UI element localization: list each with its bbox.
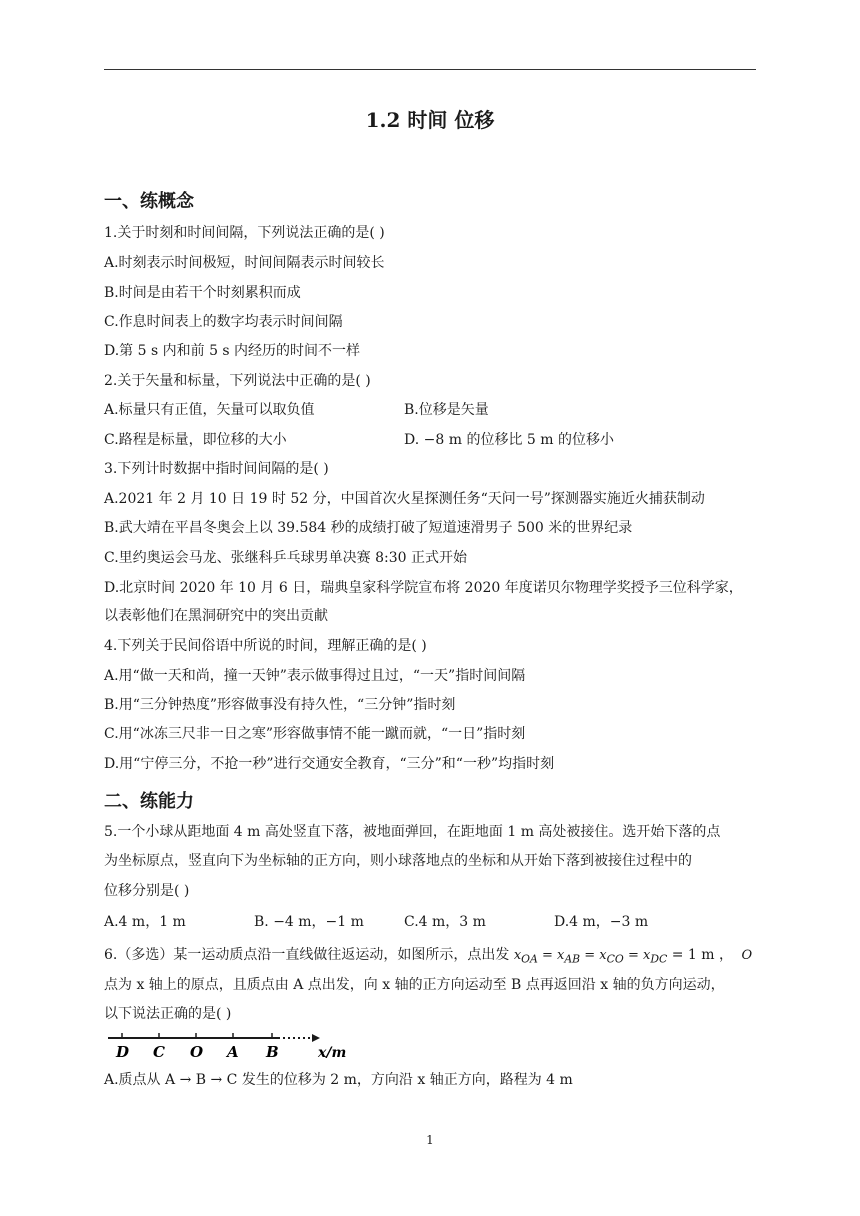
q6-formula-sub-co: CO xyxy=(606,952,624,966)
q6-formula-sub-dc: DC xyxy=(650,952,668,966)
q1-option-d: D.第 5 s 内和前 5 s 内经历的时间不一样 xyxy=(104,343,361,359)
q6-formula-end: = 1 m ， xyxy=(667,947,733,963)
q6-line2: 点为 x 轴上的原点，且质点由 A 点出发，向 x 轴的正方向运动至 B 点再返回沿 x 轴的负方向运动， xyxy=(104,977,725,993)
q4-option-d: D.用“宁停三分，不抢一秒”进行交通安全教育，“三分”和“一秒”均指时刻 xyxy=(104,756,555,772)
q2-option-b: B.位移是矢量 xyxy=(404,402,489,418)
q3-option-d-line1: D.北京时间 2020 年 10 月 6 日，瑞典皇家科学院宣布将 2020 年度诺贝尔物理学奖授予三位科学家， xyxy=(104,580,743,596)
axis-arrow-icon xyxy=(312,1034,320,1042)
q6-formula xyxy=(513,948,668,966)
q5-line1: 5.一个小球从距地面 4 m 高处竖直下落，被地面弹回，在距地面 1 m 高处被接住。选开始下落的点 xyxy=(104,824,721,840)
q6-origin-label: O xyxy=(741,948,753,963)
q5-line3: 位移分别是( ) xyxy=(104,883,190,899)
q6-line1 xyxy=(104,945,752,970)
section-heading-concepts: 一、练概念 xyxy=(104,191,194,212)
label-o: O xyxy=(190,1043,204,1061)
section-heading-ability: 二、练能力 xyxy=(104,791,194,812)
q5-line2: 为坐标原点，竖直向下为坐标轴的正方向，则小球落地点的坐标和从开始下落到被接住过程中的 xyxy=(104,853,692,869)
label-a: A xyxy=(227,1043,239,1061)
q6-line3: 以下说法正确的是( ) xyxy=(104,1006,232,1022)
number-line-figure xyxy=(104,1032,366,1062)
label-d: D xyxy=(116,1043,130,1061)
q4-option-c: C.用“冰冻三尺非一日之寒”形容做事情不能一蹴而就，“一日”指时刻 xyxy=(104,726,526,742)
q3-option-a: A.2021 年 2 月 10 日 19 时 52 分，中国首次火星探测任务“天问一号”探测器实施近火捕获制动 xyxy=(104,491,705,507)
q6-line1-text: 6.（多选）某一运动质点沿一直线做往返运动，如图所示，点出发 xyxy=(104,947,510,963)
axis-label: x/m xyxy=(318,1045,347,1061)
q2-option-c: C.路程是标量，即位移的大小 xyxy=(104,432,287,448)
q3-option-d-line2: 以表彰他们在黑洞研究中的突出贡献 xyxy=(104,608,328,624)
header-rule xyxy=(104,69,756,70)
q6-formula-eq3: = x xyxy=(623,948,651,963)
label-b: B xyxy=(266,1043,279,1061)
q6-formula-sub-oa: OA xyxy=(521,952,538,966)
page-number: 1 xyxy=(426,1133,434,1147)
q3-stem: 3.下列计时数据中指时间间隔的是( ) xyxy=(104,461,329,477)
q2-option-a: A.标量只有正值，矢量可以取负值 xyxy=(104,402,315,418)
q1-option-a: A.时刻表示时间极短，时间间隔表示时间较长 xyxy=(104,255,385,271)
q3-option-b: B.武大靖在平昌冬奥会上以 39.584 秒的成绩打破了短道速滑男子 500 米的世界纪录 xyxy=(104,520,633,536)
q4-option-b: B.用“三分钟热度”形容做事没有持久性，“三分钟”指时刻 xyxy=(104,697,456,713)
q6-formula-sub-ab: AB xyxy=(564,952,581,966)
q1-option-b: B.时间是由若干个时刻累积而成 xyxy=(104,285,301,301)
q2-option-d: D. −8 m 的位移比 5 m 的位移小 xyxy=(404,432,614,448)
q4-stem: 4.下列关于民间俗语中所说的时间，理解正确的是( ) xyxy=(104,638,427,654)
q5-option-c: C.4 m，3 m xyxy=(404,914,486,930)
q5-option-a: A.4 m，1 m xyxy=(104,914,186,930)
q3-option-c: C.里约奥运会马龙、张继科乒乓球男单决赛 8:30 正式开始 xyxy=(104,550,468,566)
q5-option-b: B. −4 m，−1 m xyxy=(254,914,364,930)
q6-formula-eq2: = x xyxy=(580,948,607,963)
q5-option-d: D.4 m，−3 m xyxy=(554,914,649,930)
q2-stem: 2.关于矢量和标量，下列说法中正确的是( ) xyxy=(104,373,371,389)
label-c: C xyxy=(153,1043,165,1061)
q1-stem: 1.关于时刻和时间间隔，下列说法正确的是( ) xyxy=(104,225,385,241)
q4-option-a: A.用“做一天和尚，撞一天钟”表示做事得过且过，“一天”指时间间隔 xyxy=(104,668,526,684)
q6-formula-x1: x xyxy=(513,948,522,963)
q6-formula-eq1: = x xyxy=(537,948,565,963)
q1-option-c: C.作息时间表上的数字均表示时间间隔 xyxy=(104,314,343,330)
page-title: 1.2 时间 位移 xyxy=(365,108,495,132)
q6-option-a: A.质点从 A → B → C 发生的位移为 2 m，方向沿 x 轴正方向，路程为 4 m xyxy=(104,1072,573,1088)
